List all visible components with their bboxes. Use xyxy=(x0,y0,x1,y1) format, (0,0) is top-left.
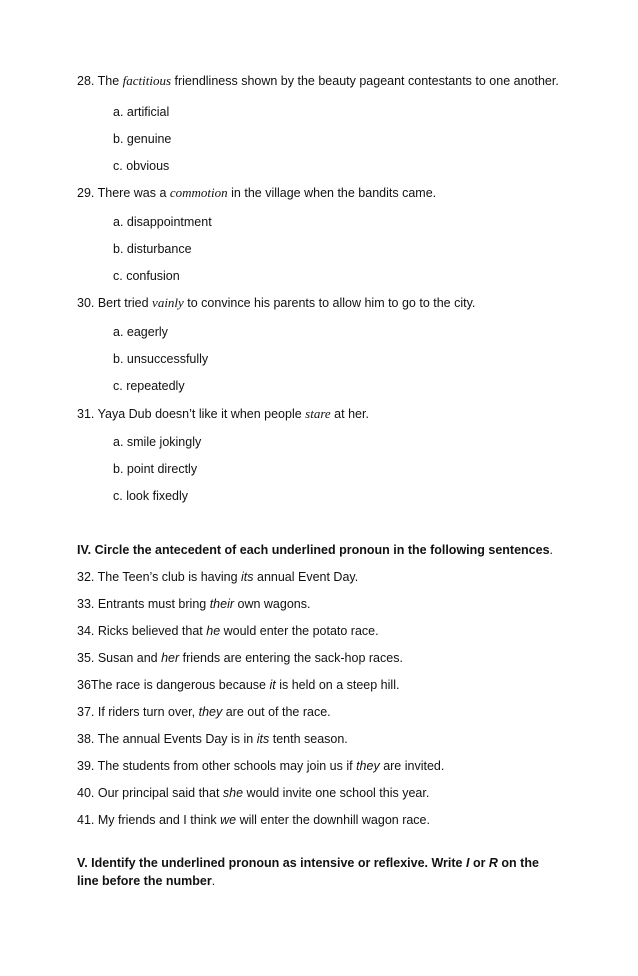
sentence-38-pronoun: its xyxy=(256,732,270,746)
question-30-lead: 30. Bert tried xyxy=(77,296,153,310)
sentence-33-pronoun: their xyxy=(209,597,235,611)
sentence-32-pronoun: its xyxy=(241,570,254,584)
sentence-35-pre: 35. Susan and xyxy=(77,651,162,665)
sentence-32-post: annual Event Day. xyxy=(253,570,359,584)
sentence-40-pre: 40. Our principal said that xyxy=(77,786,223,800)
question-28-word: factitious xyxy=(122,73,172,88)
question-31-rest: at her. xyxy=(330,407,369,421)
sentence-39-pre: 39. The students from other schools may join us if xyxy=(77,759,357,773)
sentence-39 xyxy=(77,758,444,774)
question-31-lead: 31. Yaya Dub doesn’t like it when people xyxy=(77,407,306,421)
sentence-40-pronoun: she xyxy=(222,786,244,800)
question-30-option-c: c. repeatedly xyxy=(113,379,185,393)
question-31-option-a: a. smile jokingly xyxy=(113,435,202,449)
question-31-option-c: c. look fixedly xyxy=(113,489,189,503)
sentence-37-pre: 37. If riders turn over, xyxy=(77,705,199,719)
sentence-41 xyxy=(77,812,430,828)
sentence-36-post: is held on a steep hill. xyxy=(275,678,400,692)
sentence-36-pronoun: it xyxy=(269,678,276,692)
question-29-option-a: a. disappointment xyxy=(113,215,212,229)
sentence-36 xyxy=(77,677,399,693)
sentence-37-pronoun: they xyxy=(198,705,223,719)
section-5-letter-i: I xyxy=(465,856,470,870)
sentence-34 xyxy=(77,623,379,639)
sentence-34-pronoun: he xyxy=(206,624,221,638)
question-28-option-a: a. artificial xyxy=(113,105,170,119)
section-4-heading-text: IV. Circle the antecedent of each underlined pronoun in the following sentences xyxy=(77,543,550,557)
question-28-lead: 28. The xyxy=(77,74,123,88)
sentence-34-pre: 34. Ricks believed that xyxy=(77,624,207,638)
sentence-35-post: friends are entering the sack-hop races. xyxy=(179,651,403,665)
sentence-41-post: will enter the downhill wagon race. xyxy=(236,813,430,827)
sentence-40-post: would invite one school this year. xyxy=(243,786,430,800)
sentence-33-pre: 33. Entrants must bring xyxy=(77,597,210,611)
question-31 xyxy=(77,406,369,422)
section-4-heading xyxy=(77,542,553,558)
sentence-37 xyxy=(77,704,331,720)
section-5-text-c: on the xyxy=(497,856,539,870)
sentence-36-pre: 36The race is dangerous because xyxy=(77,678,270,692)
question-28-option-b: b. genuine xyxy=(113,132,172,146)
sentence-38 xyxy=(77,731,348,747)
sentence-39-post: are invited. xyxy=(379,759,445,773)
sentence-34-post: would enter the potato race. xyxy=(220,624,379,638)
question-28 xyxy=(77,73,559,89)
sentence-32 xyxy=(77,569,358,585)
sentence-38-post: tenth season. xyxy=(269,732,348,746)
sentence-35-pronoun: her xyxy=(161,651,180,665)
question-29-option-b: b. disturbance xyxy=(113,242,192,256)
section-5-text-a: V. Identify the underlined pronoun as intensive or reflexive. Write xyxy=(77,856,466,870)
sentence-37-post: are out of the race. xyxy=(222,705,331,719)
section-5-text-b: or xyxy=(469,856,489,870)
question-30 xyxy=(77,295,475,311)
sentence-32-pre: 32. The Teen’s club is having xyxy=(77,570,242,584)
sentence-41-pre: 41. My friends and I think xyxy=(77,813,221,827)
question-31-word: stare xyxy=(305,406,331,421)
section-4-heading-end: . xyxy=(549,543,554,557)
sentence-40 xyxy=(77,785,429,801)
question-30-option-b: b. unsuccessfully xyxy=(113,352,209,366)
section-5-line-2-text: line before the number xyxy=(77,874,212,888)
sentence-35 xyxy=(77,650,403,666)
sentence-41-pronoun: we xyxy=(220,813,237,827)
section-5-line-2-end: . xyxy=(211,874,216,888)
sentence-33 xyxy=(77,596,310,612)
question-28-option-c: c. obvious xyxy=(113,159,170,173)
question-29-word: commotion xyxy=(169,185,228,200)
question-30-word: vainly xyxy=(152,295,184,310)
question-30-rest: to convince his parents to allow him to go to the city. xyxy=(183,296,476,310)
section-5-heading-line-1 xyxy=(77,855,539,871)
section-5-heading-line-2 xyxy=(77,873,215,889)
question-29-lead: 29. There was a xyxy=(77,186,170,200)
question-30-option-a: a. eagerly xyxy=(113,325,168,339)
question-28-rest: friendliness shown by the beauty pageant contestants to one another. xyxy=(171,74,559,88)
sentence-39-pronoun: they xyxy=(356,759,380,773)
sentence-33-post: own wagons. xyxy=(234,597,311,611)
question-29-rest: in the village when the bandits came. xyxy=(227,186,437,200)
section-5-letter-r: R xyxy=(488,856,498,870)
sentence-38-pre: 38. The annual Events Day is in xyxy=(77,732,257,746)
question-31-option-b: b. point directly xyxy=(113,462,198,476)
question-29-option-c: c. confusion xyxy=(113,269,180,283)
question-29 xyxy=(77,185,436,201)
